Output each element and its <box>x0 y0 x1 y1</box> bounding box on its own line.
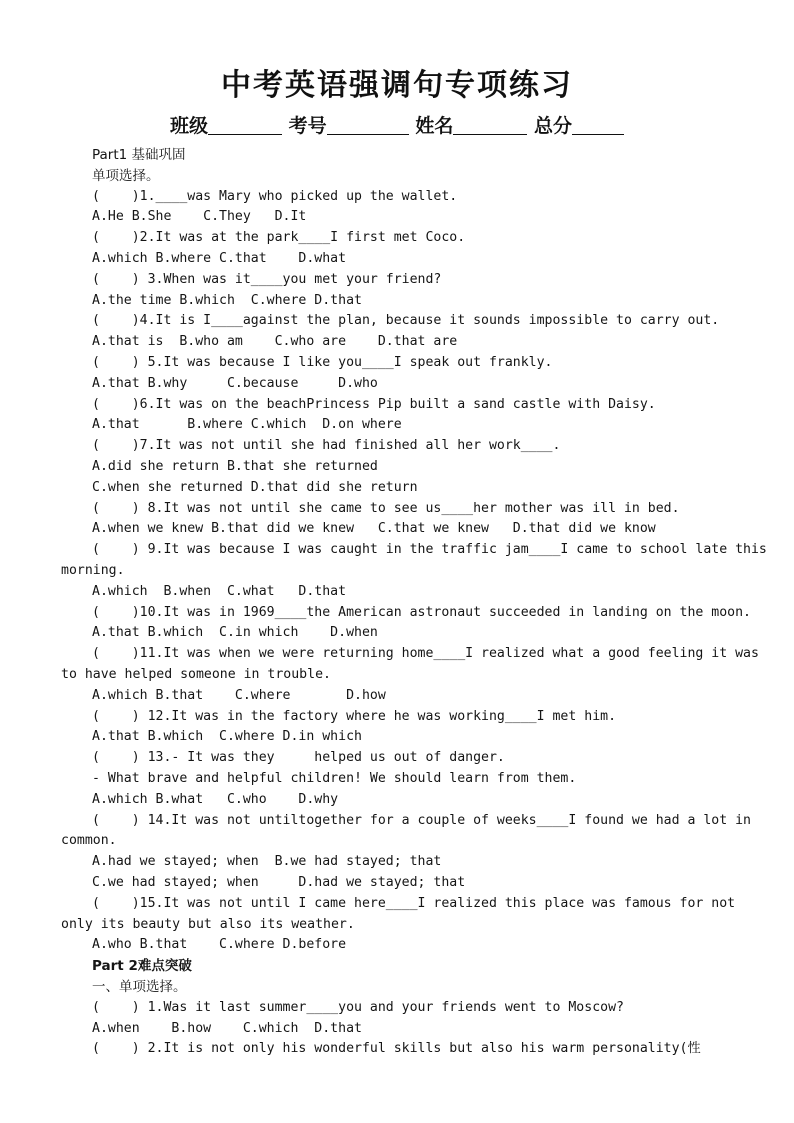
options-line: A.did she return B.that she returned <box>92 459 378 474</box>
options-line: A.that is B.who am C.who are D.that are <box>92 334 458 349</box>
options-line: A.which B.where C.that D.what <box>92 251 347 266</box>
options-line: A.that B.which C.where D.in which <box>92 729 362 744</box>
options-line: A.He B.She C.They D.It <box>92 209 307 224</box>
question-line: ( ) 2.It is not only his wonderful skills but also his warm personality(性 <box>92 1041 701 1056</box>
options-line: A.had we stayed; when B.we had stayed; that <box>92 854 442 869</box>
question-line: ( )11.It was when we were returning home____I realized what a good feeling it was <box>92 646 759 661</box>
options-line: A.that B.why C.because D.who <box>92 376 378 391</box>
question-line: ( ) 14.It was not untiltogether for a couple of weeks____I found we had a lot in <box>92 813 751 828</box>
question-continuation: - What brave and helpful children! We should learn from them. <box>92 771 577 786</box>
section-instruction: 单项选择。 <box>92 168 160 184</box>
question-line: ( ) 1.Was it last summer____you and your friends went to Moscow? <box>92 1000 624 1015</box>
question-line: ( ) 9.It was because I was caught in the traffic jam____I came to school late this <box>92 542 767 557</box>
question-continuation: morning. <box>61 563 125 578</box>
options-line: C.we had stayed; when D.had we stayed; that <box>92 875 466 890</box>
number-label: 考号 <box>288 115 327 137</box>
question-continuation: common. <box>61 833 117 848</box>
number-blank[interactable] <box>327 116 409 135</box>
class-blank[interactable] <box>208 116 282 135</box>
options-line: A.when B.how C.which D.that <box>92 1021 362 1036</box>
part1-heading: Part1 基础巩固 <box>92 147 186 163</box>
part2-heading: Part 2难点突破 <box>92 958 192 974</box>
section-instruction: 一、单项选择。 <box>92 979 187 995</box>
question-line: ( ) 13.- It was they helped us out of danger. <box>92 750 505 765</box>
name-label: 姓名 <box>415 115 454 137</box>
question-line: ( )4.It is I____against the plan, because it sounds impossible to carry out. <box>92 313 720 328</box>
options-line: A.who B.that C.where D.before <box>92 937 347 952</box>
page-title: 中考英语强调句专项练习 <box>221 68 573 103</box>
options-line: C.when she returned D.that did she return <box>92 480 418 495</box>
question-continuation: to have helped someone in trouble. <box>61 667 331 682</box>
question-line: ( )2.It was at the park____I first met Coco. <box>92 230 466 245</box>
options-line: A.which B.that C.where D.how <box>92 688 386 703</box>
question-line: ( ) 3.When was it____you met your friend? <box>92 272 442 287</box>
question-line: ( )7.It was not until she had finished all her work____. <box>92 438 561 453</box>
options-line: A.the time B.which C.where D.that <box>92 293 362 308</box>
options-line: A.when we knew B.that did we knew C.that we knew D.that did we know <box>92 521 656 536</box>
options-line: A.that B.where C.which D.on where <box>92 417 402 432</box>
options-line: A.which B.when C.what D.that <box>92 584 347 599</box>
question-line: ( ) 8.It was not until she came to see us____her mother was ill in bed. <box>92 501 680 516</box>
question-line: ( )15.It was not until I came here____I realized this place was famous for not <box>92 896 736 911</box>
question-line: ( ) 5.It was because I like you____I speak out frankly. <box>92 355 553 370</box>
question-line: ( ) 12.It was in the factory where he was working____I met him. <box>92 709 617 724</box>
name-blank[interactable] <box>453 116 527 135</box>
question-line: ( )6.It was on the beachPrincess Pip built a sand castle with Daisy. <box>92 397 656 412</box>
score-label: 总分 <box>533 115 572 137</box>
options-line: A.that B.which C.in which D.when <box>92 625 378 640</box>
question-line: ( )1.____was Mary who picked up the wallet. <box>92 189 458 204</box>
question-line: ( )10.It was in 1969____the American astronaut succeeded in landing on the moon. <box>92 605 751 620</box>
class-label: 班级 <box>170 115 209 137</box>
student-info-header <box>0 111 794 138</box>
options-line: A.which B.what C.who D.why <box>92 792 339 807</box>
question-continuation: only its beauty but also its weather. <box>61 917 355 932</box>
score-blank[interactable] <box>572 116 624 135</box>
